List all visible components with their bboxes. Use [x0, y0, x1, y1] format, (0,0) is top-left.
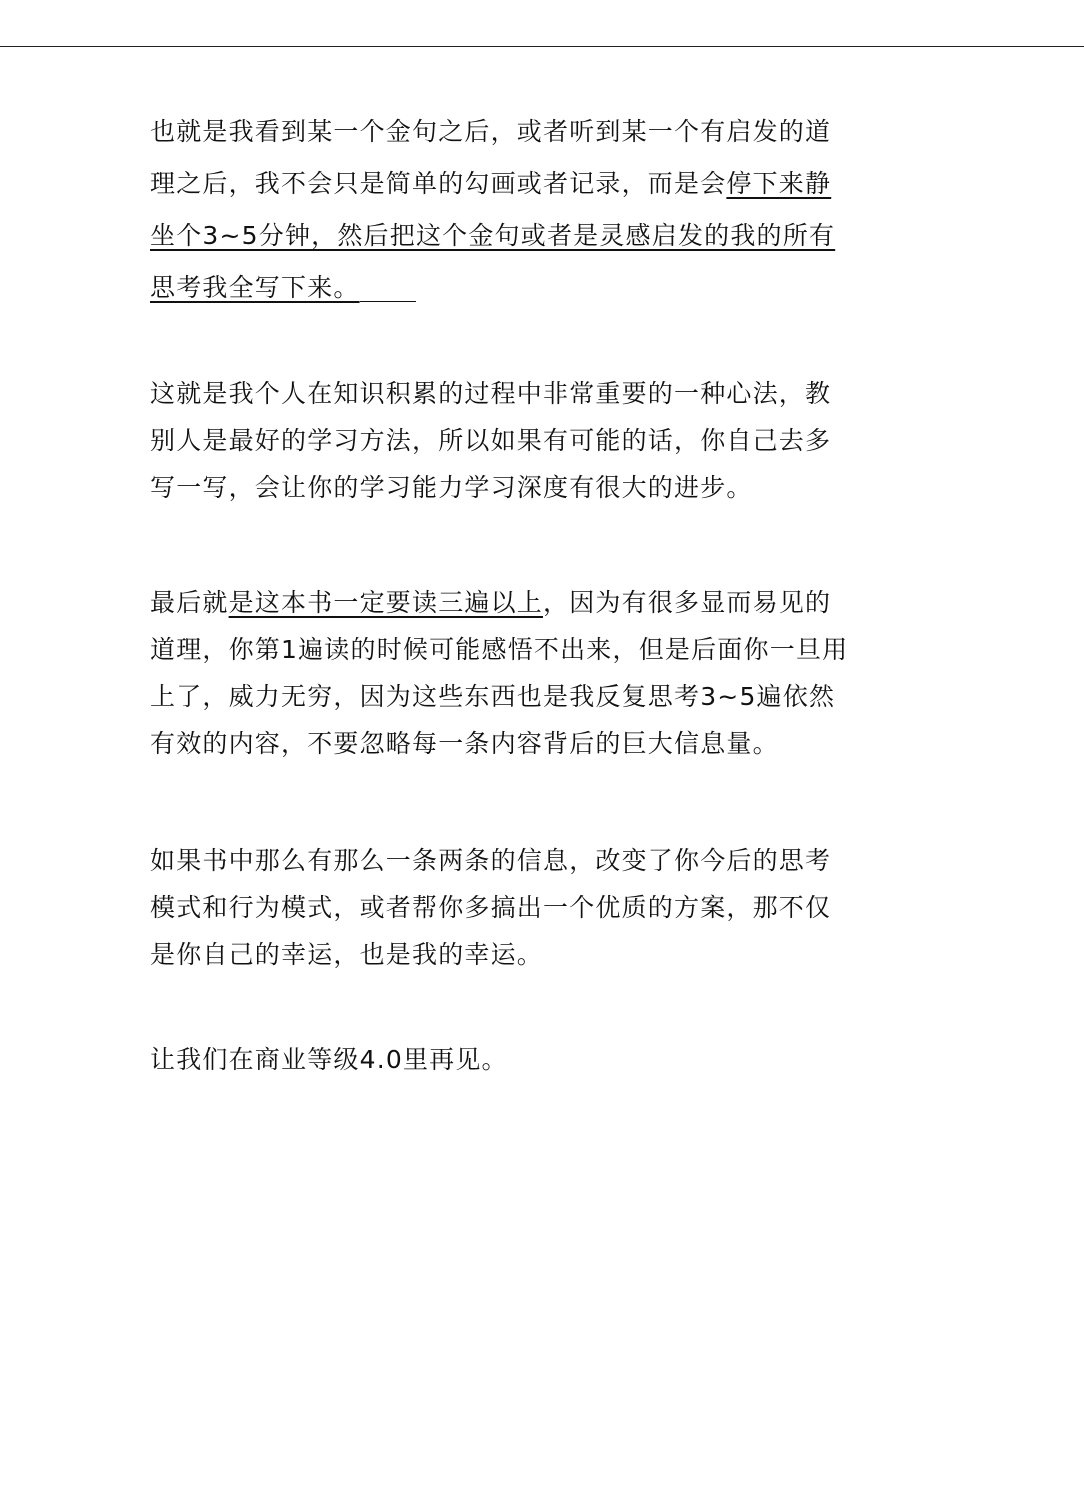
- paragraph-3-line-1-start: 最后就: [150, 588, 229, 617]
- paragraph-3-line-1-end: ，因为有很多显而易见的: [543, 588, 832, 617]
- paragraph-2-line-2: 别人是最好的学习方法，所以如果有可能的话，你自己去多: [150, 426, 832, 455]
- underlined-text: 坐个3~5分钟，然后把这个金句或者是灵感启发的我的所有: [150, 221, 836, 250]
- paragraph-5: [150, 1036, 925, 1083]
- underlined-text: 思考我全写下来。: [150, 273, 360, 302]
- paragraph-4-line-1: 如果书中那么有那么一条两条的信息，改变了你今后的思考: [150, 846, 832, 875]
- paragraph-2: [150, 370, 925, 511]
- paragraph-3-line-4: 有效的内容，不要忽略每一条内容背后的巨大信息量。: [150, 729, 779, 758]
- paragraph-1-line-2: [150, 158, 925, 210]
- header-rule: [0, 46, 1084, 47]
- paragraph-1-line-2-text: 理之后，我不会只是简单的勾画或者记录，而是会: [150, 169, 727, 198]
- paragraph-2-line-1: 这就是我个人在知识积累的过程中非常重要的一种心法，教: [150, 379, 832, 408]
- paragraph-4-line-3: 是你自己的幸运，也是我的幸运。: [150, 940, 544, 969]
- paragraph-3-line-3: 上了，威力无穷，因为这些东西也是我反复思考3~5遍依然: [150, 682, 836, 711]
- paragraph-1-line-3: [150, 210, 925, 262]
- paragraph-2-line-3: 写一写，会让你的学习能力学习深度有很大的进步。: [150, 473, 753, 502]
- paragraph-1-line-1: 也就是我看到某一个金句之后，或者听到某一个有启发的道: [150, 117, 832, 146]
- paragraph-5-line-1: 让我们在商业等级4.0里再见。: [150, 1045, 508, 1074]
- underlined-text: 停下来静: [726, 169, 832, 198]
- underlined-text: 是这本书一定要读三遍以上: [228, 588, 544, 617]
- paragraph-4-line-2: 模式和行为模式，或者帮你多搞出一个优质的方案，那不仅: [150, 893, 832, 922]
- paragraph-1-line-4: [150, 262, 925, 314]
- paragraph-3-line-2: 道理，你第1遍读的时候可能感悟不出来，但是后面你一旦用: [150, 635, 849, 664]
- paragraph-3-line-1: [150, 579, 925, 626]
- underline-tail: [360, 301, 416, 302]
- page-body: [150, 106, 925, 1083]
- paragraph-3: [150, 579, 925, 767]
- paragraph-1: [150, 106, 925, 314]
- paragraph-4: [150, 837, 925, 978]
